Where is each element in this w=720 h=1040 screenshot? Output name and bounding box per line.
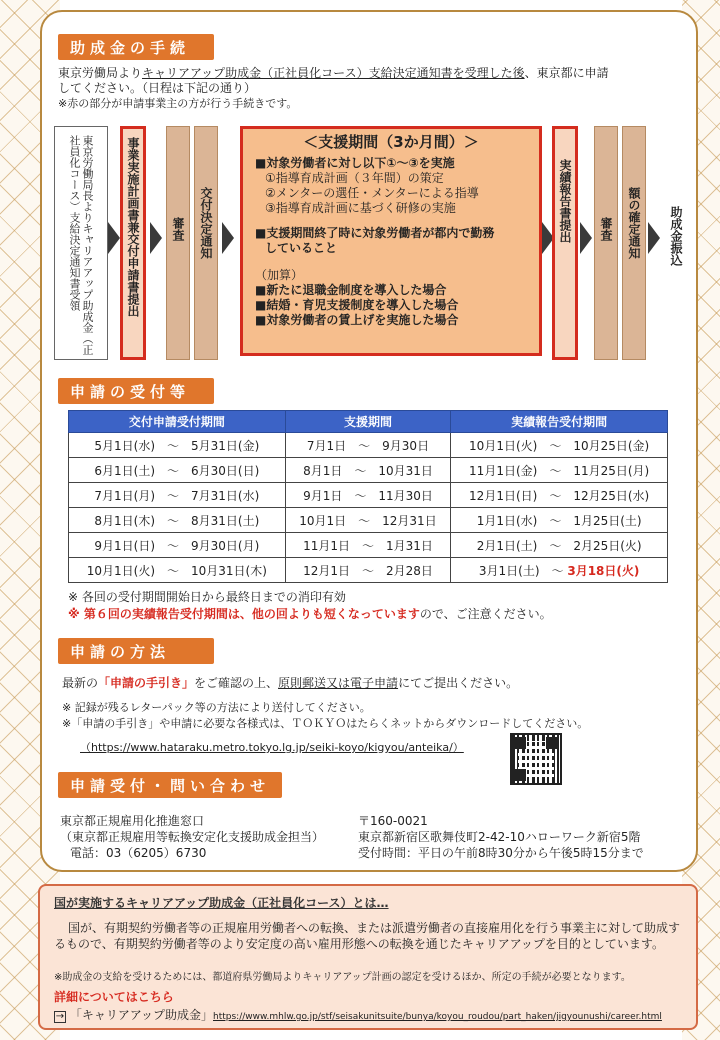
flow-step-amount-confirm: 額の確定通知 [622,126,646,360]
flow-step-grant-decision: 交付決定通知 [194,126,218,360]
support-item-1c: ③指導育成計画に基づく研修の実施 [265,201,456,215]
table-cell: 5月1日(水) ～ 5月31日(金) [69,433,286,458]
table-header-row [69,411,668,433]
info-note: ※助成金の支給を受けるためには、都道府県労働局よりキャリアアップ計画の認定を受けるほか、所定の手続が必要となります。 [54,972,631,983]
support-item-2: ■支援期間終了時に対象労働者が都内で勤務 [255,226,495,240]
flow-step-report-submit: 実績報告書提出 [552,126,578,360]
procedure-line1 [58,66,678,81]
flow-step-notice-received: 東京労働局長よりキャリアアップ助成金（正社員化コース）支給決定通知書受領 [54,126,108,360]
flow-arrow-5 [580,222,592,254]
qr-code [510,733,562,785]
table-note-2-red: ※ 第６回の実績報告受付期間は、他の回よりも短くなっています [68,607,420,621]
section-title-procedure: 助成金の手続 [58,34,214,60]
method-post: にてご提出ください。 [398,676,519,690]
table-header: 実績報告受付期間 [451,411,668,433]
procedure-line2: してください。（日程は下記の通り） [58,81,257,95]
flow-arrow-3 [222,222,234,254]
last-period-end-red: 3月18日(火) [567,563,640,578]
section-title-acceptance: 申請の受付等 [58,378,214,404]
table-cell-last [451,558,668,583]
info-link-label[interactable]: 「キャリアアップ助成金」 [69,1008,213,1022]
flow-arrow-2 [150,222,162,254]
procedure-line1-underlined: キャリアアップ助成金（正社員化コース）支給決定通知書を受理した後 [142,66,525,80]
contact-hours: 受付時間：平日の午前8時30分から午後5時15分まで [358,846,644,860]
procedure-note: ※赤の部分が申請事業主の方が行う手続きです。 [58,97,298,110]
method-submit-way: 原則郵送又は電子申請 [278,676,399,690]
contact-name: 東京都正規雇用化推進窓口 [60,814,205,828]
flow-step-payment: 助成金振込 [664,126,688,360]
flow-step-review-2: 審査 [594,126,618,360]
table-cell: 1月1日(水) ～ 1月25日(土) [451,508,668,533]
flow-arrow-1 [108,222,120,254]
table-cell: 11月1日(金) ～ 11月25日(月) [451,458,668,483]
contact-subname: （東京都正規雇用等転換安定化支援助成金担当） [60,830,325,844]
table-cell: 2月1日(土) ～ 2月25日(火) [451,533,668,558]
flow-step-review-1: 審査 [166,126,190,360]
procedure-line1-pre: 東京労働局より [58,66,143,80]
addition-item-2: ■結婚・育児支援制度を導入した場合 [255,298,459,312]
info-link-url[interactable]: https://www.mhlw.go.jp/stf/seisakunitsuite/bunya/koyou_roudou/part_haken/jigyounushi/career.html [213,1012,662,1022]
table-note-2-post: ので、ご注意ください。 [419,607,552,621]
addition-item-3: ■対象労働者の賃上げを実施した場合 [255,313,459,327]
table-note-1: ※ 各回の受付期間開始日から最終日までの消印有効 [68,590,346,604]
contact-zip: 〒160-0021 [358,814,428,828]
table-cell: 10月1日 ～ 12月31日 [285,508,451,533]
info-link-line[interactable] [54,1008,694,1025]
procedure-line1-post: 、東京都に申請 [524,66,609,80]
table-cell: 8月1日(木) ～ 8月31日(土) [69,508,286,533]
support-item-2b: していること [265,241,338,255]
info-title: 国が実施するキャリアアップ助成金（正社員化コース）とは… [54,896,389,910]
method-mid: をご確認の上、 [194,676,279,690]
table-cell: 10月1日(火) ～ 10月31日(木) [69,558,286,583]
table-row [69,533,668,558]
table-header: 交付申請受付期間 [69,411,286,433]
section-title-method: 申請の方法 [58,638,214,664]
table-cell: 8月1日 ～ 10月31日 [285,458,451,483]
table-cell: 7月1日 ～ 9月30日 [285,433,451,458]
table-row [69,508,668,533]
support-period-title: ＜支援期間（3か月間）＞ [303,133,479,151]
table-cell: 12月1日(日) ～ 12月25日(水) [451,483,668,508]
last-period-start: 3月1日(土) ～ [478,563,564,578]
support-item-1b: ②メンターの選任・メンターによる指導 [265,186,479,200]
table-cell: 9月1日(日) ～ 9月30日(月) [69,533,286,558]
table-cell: 10月1日(火) ～ 10月25日(金) [451,433,668,458]
table-note-2 [68,607,688,622]
table-cell: 12月1日 ～ 2月28日 [285,558,451,583]
method-line [62,676,682,691]
addition-item-1: ■新たに退職金制度を導入した場合 [255,283,447,297]
table-cell: 9月1日 ～ 11月30日 [285,483,451,508]
table-cell: 6月1日(土) ～ 6月30日(日) [69,458,286,483]
info-paragraph: 国が、有期契約労働者等の正規雇用労働者への転換、または派遣労働者の直接雇用化を行う事業主に対して助成するもので、有期契約労働者等のより安定度の高い雇用形態への転換を通じたキャリアアップを目的としています。 [54,921,681,951]
schedule-table [68,410,668,583]
contact-tel: 電話：03（6205）6730 [70,846,207,860]
method-url-link[interactable]: （https://www.hataraku.metro.tokyo.lg.jp/seiki-koyo/kigyou/anteika/） [80,741,464,754]
section-title-contact: 申請受付・問い合わせ [58,772,282,798]
contact-address: 東京都新宿区歌舞伎町2-42-10ハローワーク新宿5階 [358,830,641,844]
info-detail-heading: 詳細についてはこちら [54,990,174,1004]
support-item-1a: ①指導育成計画（３年間）の策定 [265,171,444,185]
method-pre: 最新の [62,676,99,690]
flow-step-application-submit: 事業実施計画書兼交付申請書提出 [120,126,146,360]
table-cell: 7月1日(月) ～ 7月31日(水) [69,483,286,508]
table-header: 支援期間 [285,411,451,433]
table-row [69,433,668,458]
addition-heading: （加算） [255,268,304,282]
support-item-1: ■対象労働者に対し以下①～③を実施 [255,156,455,170]
table-row [69,558,668,583]
support-period-box [240,126,542,356]
method-note-1: ※ 記録が残るレターパック等の方法により送付してください。 [62,701,371,714]
method-guide-red: 「申請の手引き」 [98,676,195,690]
flow-arrow-6 [648,222,660,254]
table-row [69,483,668,508]
table-row [69,458,668,483]
arrow-right-icon: → [55,1011,65,1022]
method-note-2: ※「申請の手引き」や申請に必要な各様式は、ＴＯＫＹＯはたらくネットからダウンロードしてください。 [62,717,589,730]
table-cell: 11月1日 ～ 1月31日 [285,533,451,558]
